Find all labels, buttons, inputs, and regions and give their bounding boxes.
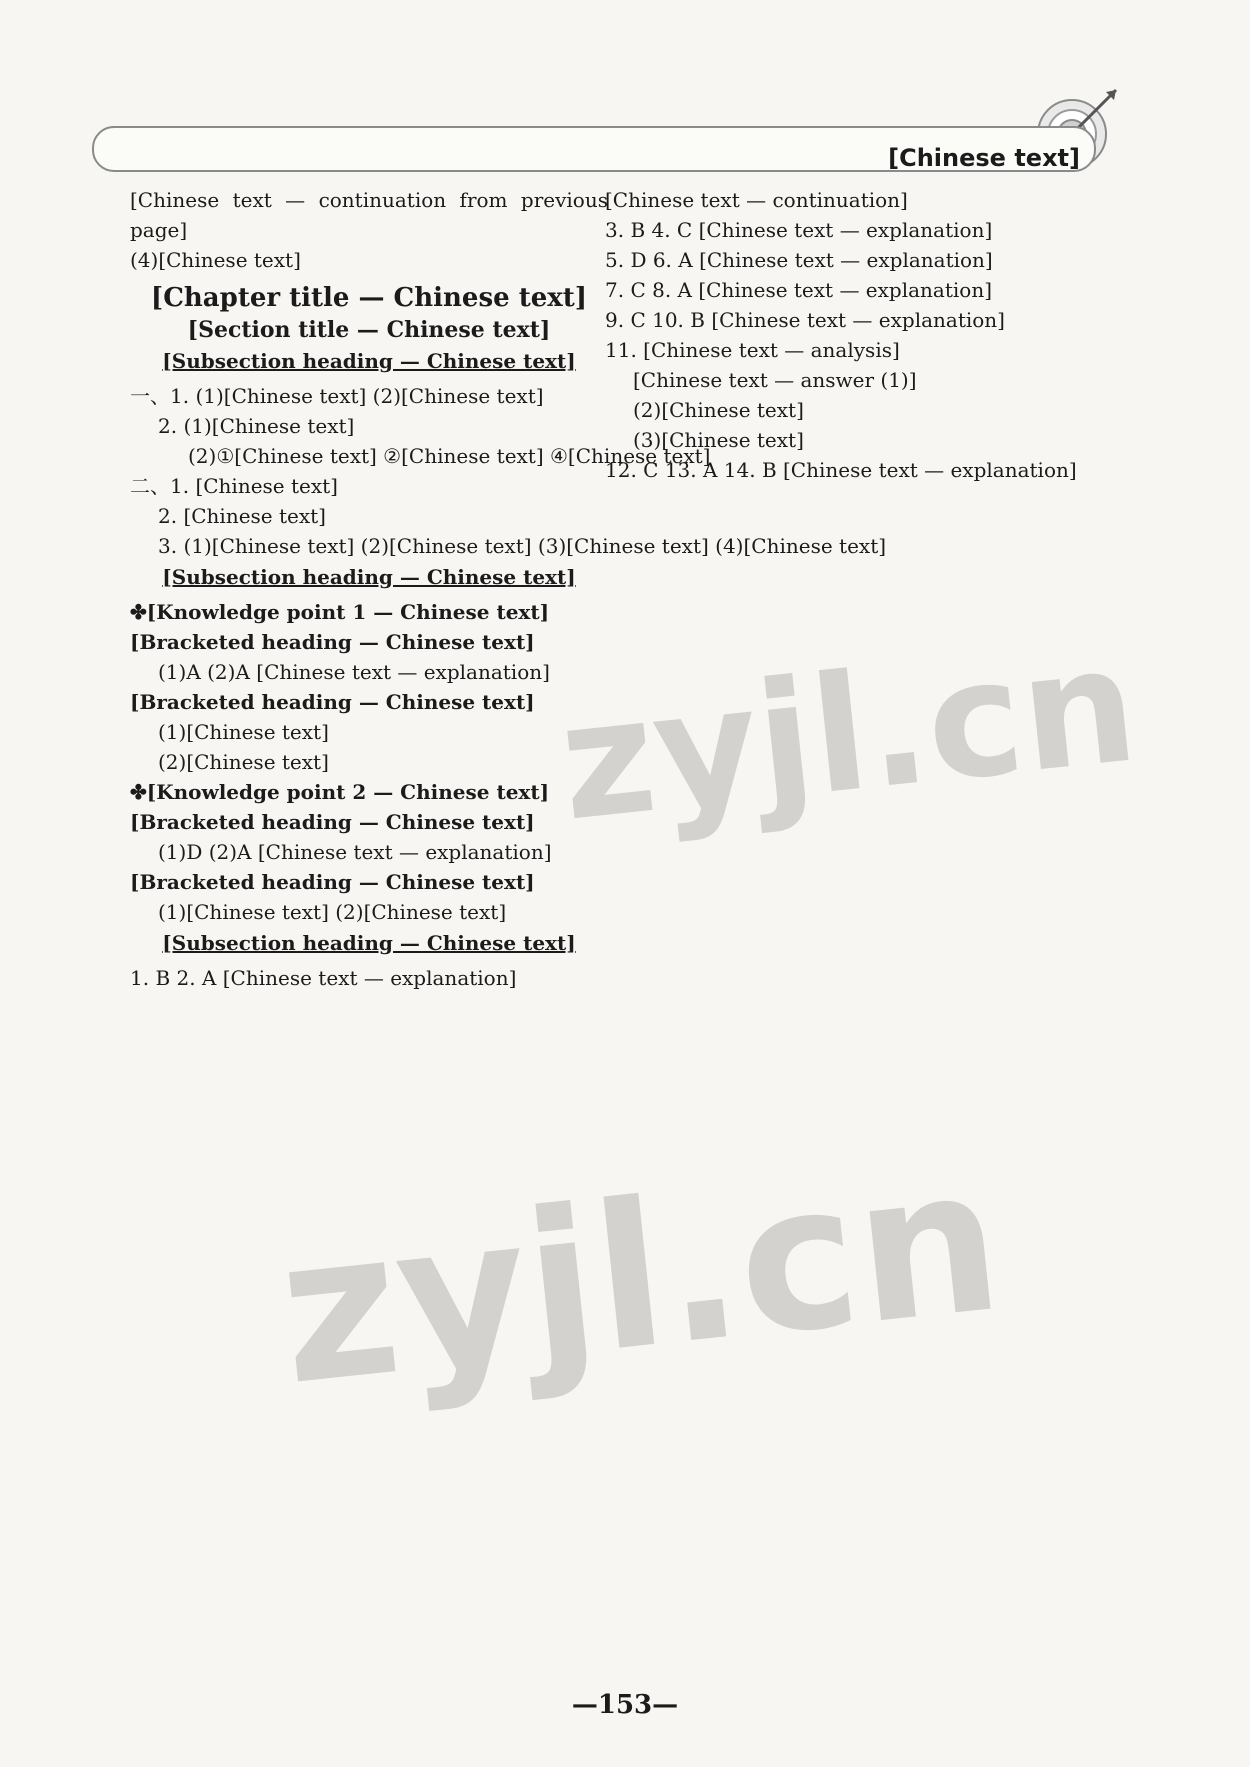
section-title: [Section title — Chinese text] [187, 317, 551, 343]
bracket-heading: [Bracketed heading — Chinese text] [130, 870, 535, 894]
paragraph: (2)[Chinese text] [158, 750, 329, 774]
answer-line: 2. (1)[Chinese text] [158, 414, 355, 438]
answer-line: (2)①[Chinese text] ②[Chinese text] ④[Chinese text] [188, 444, 711, 468]
paragraph: 1. B 2. A [Chinese text — explanation] [130, 966, 517, 990]
paragraph: [Chinese text — continuation from previous page] [130, 188, 608, 242]
paragraph: 3. B 4. C [Chinese text — explanation] [605, 218, 993, 242]
paragraph: (1)A (2)A [Chinese text — explanation] [158, 660, 550, 684]
paragraph: (1)[Chinese text] (2)[Chinese text] [158, 900, 507, 924]
knowledge-point-heading: ✤[Knowledge point 2 — Chinese text] [130, 780, 550, 804]
chapter-title: [Chapter title — Chinese text] [150, 283, 588, 313]
bracket-heading: [Bracketed heading — Chinese text] [130, 810, 535, 834]
paragraph: (1)[Chinese text] [158, 720, 329, 744]
paragraph: 11. [Chinese text — analysis] [605, 338, 900, 362]
subsection-heading: [Subsection heading — Chinese text] [162, 931, 576, 955]
subsection-heading: [Subsection heading — Chinese text] [162, 349, 576, 373]
paragraph: (2)[Chinese text] [633, 398, 804, 422]
paragraph: (4)[Chinese text] [130, 248, 301, 272]
knowledge-point-heading: ✤[Knowledge point 1 — Chinese text] [130, 600, 550, 624]
subsection-heading: [Subsection heading — Chinese text] [162, 565, 576, 589]
paragraph: (3)[Chinese text] [633, 428, 804, 452]
paragraph: 9. C 10. B [Chinese text — explanation] [605, 308, 1005, 332]
paragraph: 5. D 6. A [Chinese text — explanation] [605, 248, 993, 272]
paragraph: 7. C 8. A [Chinese text — explanation] [605, 278, 993, 302]
paragraph: 12. C 13. A 14. B [Chinese text — explanation] [605, 458, 1077, 482]
page-number: —153— [571, 1690, 679, 1720]
watermark: zyjl.cn [269, 1122, 1012, 1431]
header-title: [Chinese text] [888, 144, 1080, 172]
paragraph: [Chinese text — answer (1)] [633, 368, 917, 392]
answer-line: 2. [Chinese text] [158, 504, 326, 528]
watermark: zyjl.cn [551, 610, 1145, 857]
bracket-heading: [Bracketed heading — Chinese text] [130, 630, 535, 654]
paragraph: [Chinese text — continuation] [605, 188, 908, 212]
answer-line: 3. (1)[Chinese text] (2)[Chinese text] (3)[Chinese text] (4)[Chinese text] [158, 534, 887, 558]
paragraph: (1)D (2)A [Chinese text — explanation] [158, 840, 552, 864]
answer-line: 一、1. (1)[Chinese text] (2)[Chinese text] [130, 384, 544, 408]
answer-line: 二、1. [Chinese text] [130, 474, 338, 498]
scan-noise [520, 18, 720, 38]
bracket-heading: [Bracketed heading — Chinese text] [130, 690, 535, 714]
right-column [605, 185, 1083, 485]
